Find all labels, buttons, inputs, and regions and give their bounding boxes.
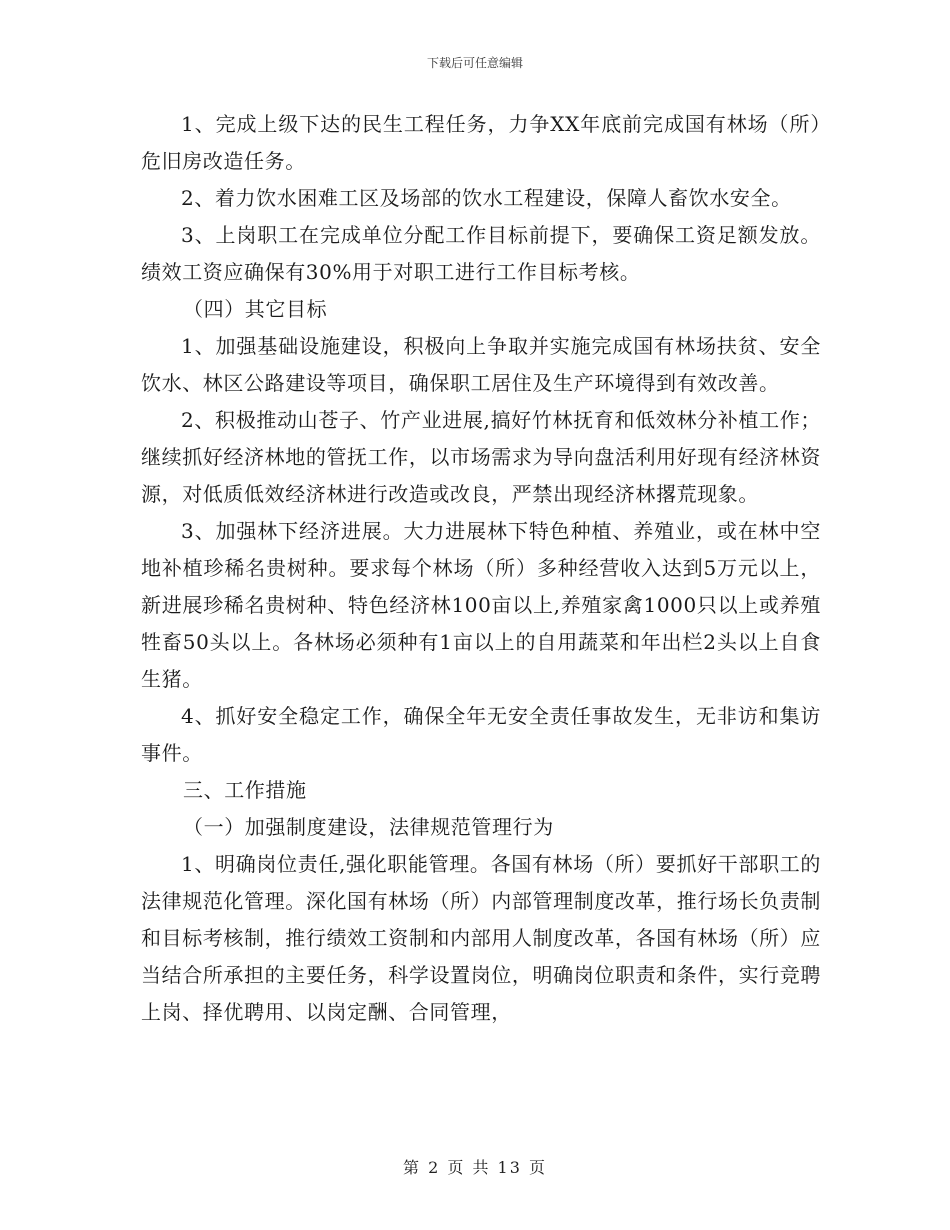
paragraph-6: 3、加强林下经济进展。大力进展林下特色种植、养殖业，或在林中空地补植珍稀名贵树种。要求每个林场（所）多种经营收入达到5万元以上，新进展珍稀名贵树种、特色经济林100亩以上,养殖家禽1000只以上或养殖牲畜50头以上。各林场必须种有1亩以上的自用蔬菜和年出栏2头以上自食生猪。 [141,519,821,691]
subsection-heading-system-building: （一）加强制度建设，法律规范管理行为 [183,815,554,839]
paragraph-5: 2、积极推动山苍子、竹产业进展,搞好竹林抚育和低效林分补植工作；继续抓好经济林地的管抚工作，以市场需求为导向盘活利用好现有经济林资源，对低质低效经济林进行改造或改良，严禁出现经济林撂荒现象。 [141,408,821,506]
paragraph-1: 1、完成上级下达的民生工程任务，力争XX年底前完成国有林场（所）危旧房改造任务。 [141,112,821,173]
document-body [141,106,821,1031]
paragraph-3: 3、上岗职工在完成单位分配工作目标前提下，要确保工资足额发放。绩效工资应确保有30%用于对职工进行工作目标考核。 [141,223,821,284]
page-header-note: 下载后可任意编辑 [426,56,523,70]
paragraph-8: 1、明确岗位责任,强化职能管理。各国有林场（所）要抓好干部职工的法律规范化管理。深化国有林场（所）内部管理制度改革，推行场长负责制和目标考核制，推行绩效工资制和内部用人制度改革，各国有林场（所）应当结合所承担的主要任务，科学设置岗位，明确岗位职责和条件，实行竞聘上岗、择优聘用、以岗定酬、合同管理， [141,852,821,1024]
page-number-footer: 第 2 页 共 13 页 [403,1158,547,1177]
section-heading-other-goals: （四）其它目标 [183,297,328,321]
section-heading-work-measures: 三、工作措施 [183,778,307,802]
paragraph-2: 2、着力饮水困难工区及场部的饮水工程建设，保障人畜饮水安全。 [181,186,792,210]
paragraph-7: 4、抓好安全稳定工作，确保全年无安全责任事故发生，无非访和集访事件。 [141,704,821,765]
paragraph-4: 1、加强基础设施建设，积极向上争取并实施完成国有林场扶贫、安全饮水、林区公路建设等项目，确保职工居住及生产环境得到有效改善。 [141,334,821,395]
